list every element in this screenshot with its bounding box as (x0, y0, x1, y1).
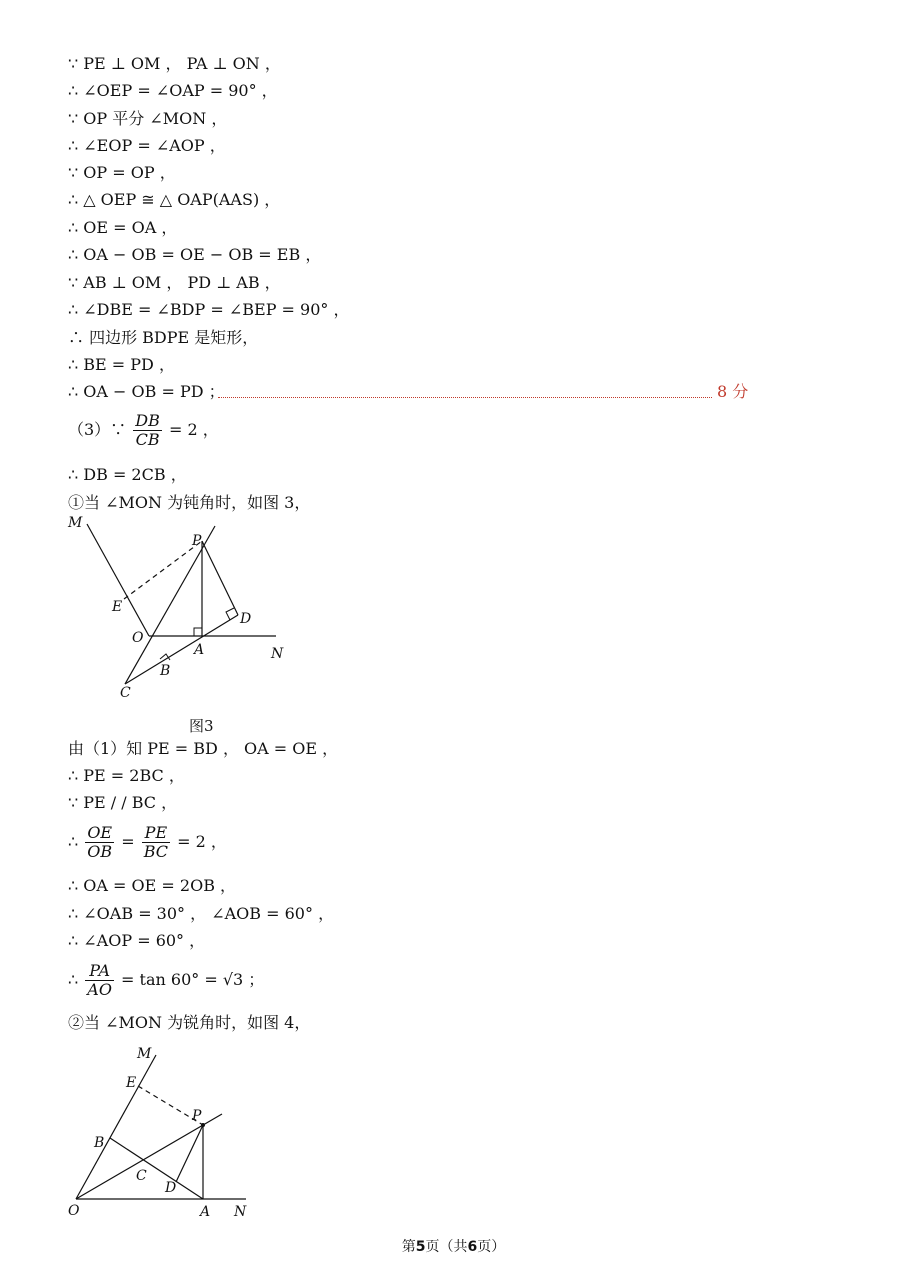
tan-prefix: ∴ (68, 970, 79, 989)
fig3-label-a: A (194, 642, 205, 658)
ratio-prefix: ∴ (68, 832, 79, 851)
fig4-label-o: O (68, 1203, 80, 1219)
fig3-label-b: B (160, 663, 171, 679)
fraction-numerator: PE (142, 824, 170, 843)
proof-line-7: ∴ OE = OA ， (68, 218, 178, 237)
proof-line-8: ∴ OA − OB = OE − OB = EB ， (68, 245, 322, 264)
footer-pre: 第 (401, 1239, 416, 1255)
proof-line-6: ∴ △ OEP ≅ △ OAP(AAS) ， (68, 190, 281, 209)
fig3-label-n: N (271, 646, 284, 662)
proof-line-12: ∴ BE = PD ， (68, 355, 175, 374)
fig4-label-e: E (126, 1075, 137, 1091)
footer-total-pages: 6 (467, 1239, 478, 1255)
proof-line-18: ∴ PE = 2BC ， (68, 766, 185, 785)
proof-line-13: ∴ OA − OB = PD ； (68, 382, 225, 401)
proof-line-3: ∵ OP 平分 ∠MON ， (68, 109, 228, 128)
footer-mid: 页（共 (425, 1239, 468, 1255)
figure-4 (60, 1040, 260, 1225)
tan-result-line (68, 960, 264, 1000)
proof-line-5: ∵ OP = OP ， (68, 163, 176, 182)
fig3-label-c: C (120, 685, 131, 701)
part3-suffix: = 2 ， (168, 420, 219, 439)
proof-line-17: 由（1）知 PE = BD ， OA = OE ， (68, 739, 339, 758)
part3-condition (68, 412, 219, 449)
figure-3-caption: 图3 (189, 717, 214, 735)
ratio-suffix: = 2 ， (177, 832, 227, 851)
proof-line-9: ∵ AB ⊥ OM ， PD ⊥ AB ， (68, 273, 281, 292)
page-footer (0, 1236, 907, 1256)
proof-line-21: ∴ OA = OE = 2OB ， (68, 876, 237, 895)
fig3-label-e: E (112, 599, 123, 615)
proof-line-11: ∴ 四边形 BDPE 是矩形， (68, 328, 259, 347)
fraction-pe-bc (142, 824, 170, 861)
proof-line-4: ∴ ∠EOP = ∠AOP ， (68, 136, 226, 155)
proof-line-1: ∵ PE ⊥ OM ， PA ⊥ ON ， (68, 54, 281, 73)
proof-line-22: ∴ ∠OAB = 30° ， ∠AOB = 60° ， (68, 904, 335, 923)
footer-post: 页） (477, 1239, 506, 1255)
score-mark: 8 分 (717, 382, 749, 401)
fraction-numerator: OE (85, 824, 114, 843)
part3-prefix: （3）∵ (68, 420, 127, 439)
case-acute-heading: ②当 ∠MON 为锐角时，如图 4， (68, 1013, 311, 1032)
case-obtuse-heading: ①当 ∠MON 为钝角时，如图 3， (68, 493, 311, 512)
fig4-label-b: B (94, 1135, 105, 1151)
fraction-denominator: AO (87, 980, 112, 999)
ratio-equals: = (121, 832, 135, 851)
fraction-denominator: BC (143, 842, 169, 861)
footer-page-number: 5 (415, 1239, 426, 1255)
fig3-label-p: P (192, 533, 202, 549)
fig4-label-a: A (200, 1204, 211, 1220)
fig4-label-n: N (234, 1204, 247, 1220)
fig4-label-m: M (137, 1046, 152, 1062)
fig4-label-c: C (136, 1168, 147, 1184)
tan-suffix: = tan 60° = √3 ； (121, 970, 265, 989)
fraction-numerator: DB (135, 411, 160, 430)
fraction-db-cb (133, 412, 162, 449)
fraction-pa-ao (85, 962, 114, 999)
ratio-line (68, 822, 227, 862)
fig3-label-o: O (132, 630, 144, 646)
fig3-label-d: D (240, 611, 252, 627)
proof-line-19: ∵ PE / / BC ， (68, 793, 178, 812)
figure-3 (60, 512, 300, 712)
fig3-label-m: M (68, 515, 83, 531)
proof-line-10: ∴ ∠DBE = ∠BDP = ∠BEP = 90° ， (68, 300, 350, 319)
fraction-numerator: PA (85, 962, 114, 981)
fraction-oe-ob (85, 824, 114, 861)
fraction-denominator: OB (87, 842, 113, 861)
score-leader-dots (218, 397, 712, 398)
proof-line-15: ∴ DB = 2CB ， (68, 465, 187, 484)
proof-line-2: ∴ ∠OEP = ∠OAP = 90° ， (68, 81, 278, 100)
fraction-denominator: CB (135, 430, 160, 449)
fig4-label-d: D (165, 1180, 177, 1196)
proof-line-23: ∴ ∠AOP = 60° ， (68, 931, 206, 950)
fig4-label-p: P (192, 1108, 202, 1124)
